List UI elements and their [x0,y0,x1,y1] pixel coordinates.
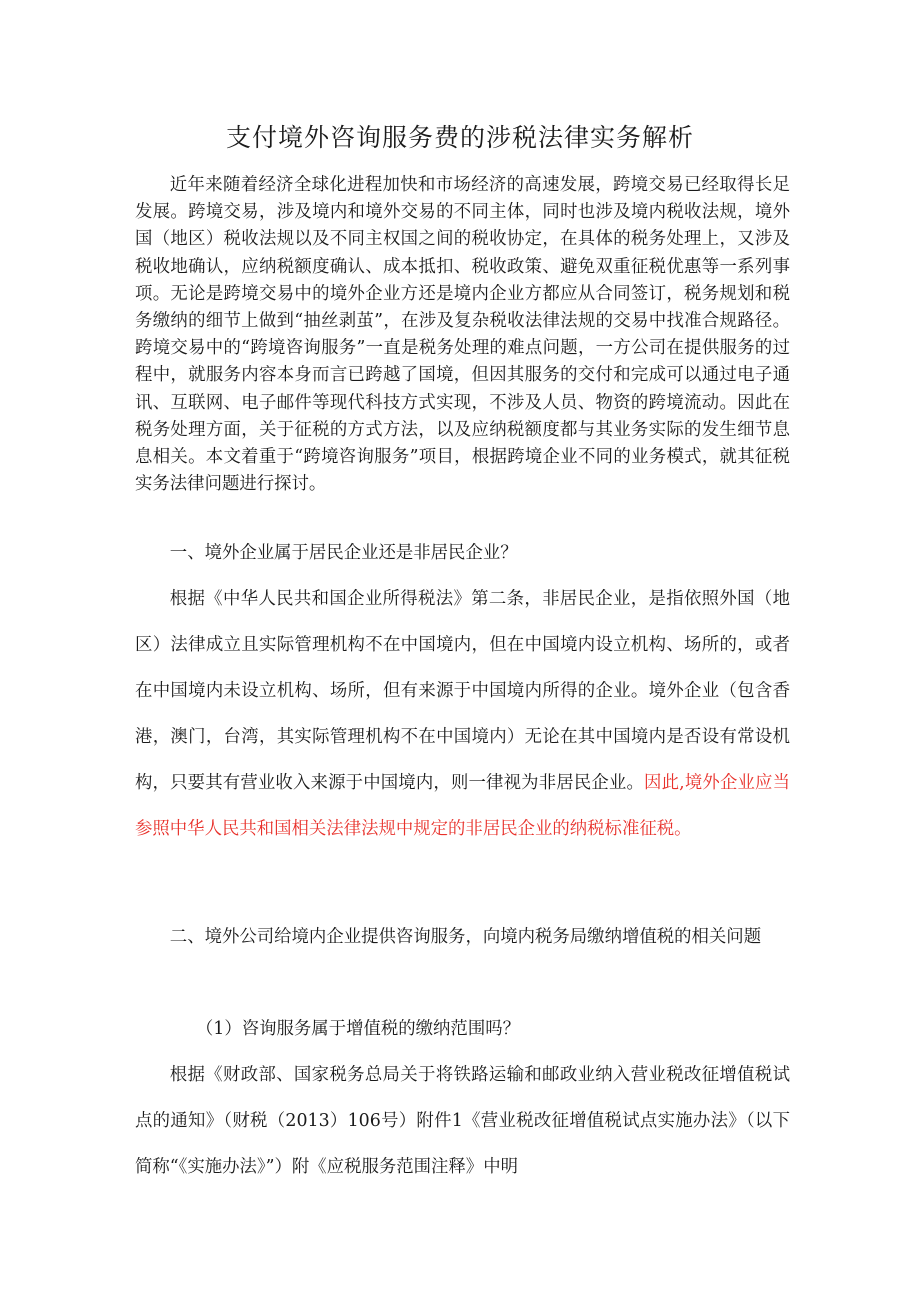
section-2-heading: 二、境外公司给境内企业提供咨询服务，向境内税务局缴纳增值税的相关问题 [169,927,762,947]
section-1-body [135,576,790,852]
section-2-subheading-1: （1）咨询服务属于增值税的缴纳范围吗？ [195,1019,520,1039]
document-title: 支付境外咨询服务费的涉税法律实务解析 [225,123,694,152]
section-1-heading: 一、境外企业属于居民企业还是非居民企业？ [169,543,518,563]
section-1-highlight: 因此,境外企业应当参照中华人民共和国相关法律法规中规定的非居民企业的纳税标准征税。 [135,773,790,839]
section-1-body-text: 根据《中华人民共和国企业所得税法》第二条，非居民企业，是指依照外国（地区）法律成立且实际管理机构不在中国境内，但在中国境内设立机构、场所的，或者在中国境内未设立机构、场所，但有来源于中国境内所得的企业。境外企业（包含香港，澳门，台湾，其实际管理机构不在中国境内）无论在其中国境内是否设有常设机构，只要其有营业收入来源于中国境内，则一律视为非居民企业。 [135,589,790,793]
section-2-body: 根据《财政部、国家税务总局关于将铁路运输和邮政业纳入营业税改征增值税试点的通知》（财税（2013）106号）附件1《营业税改征增值税试点实施办法》（以下简称“《实施办法》”）附《应税服务范围注释》中明 [135,1065,790,1177]
intro-paragraph: 近年来随着经济全球化进程加快和市场经济的高速发展，跨境交易已经取得长足发展。跨境交易，涉及境内和境外交易的不同主体，同时也涉及境内税收法规，境外国（地区）税收法规以及不同主权国之间的税收协定，在具体的税务处理上，又涉及税收地确认，应纳税额度确认、成本抵扣、税收政策、避免双重征税优惠等一系列事项。无论是跨境交易中的境外企业方还是境内企业方都应从合同签订，税务规划和税务缴纳的细节上做到“抽丝剥茧”，在涉及复杂税收法律法规的交易中找准合规路径。跨境交易中的“跨境咨询服务”一直是税务处理的难点问题，一方公司在提供服务的过程中，就服务内容本身而言已跨越了国境，但因其服务的交付和完成可以通过电子通讯、互联网、电子邮件等现代科技方式实现，不涉及人员、物资的跨境流动。因此在税务处理方面，关于征税的方式方法，以及应纳税额度都与其业务实际的发生细节息息相关。本文着重于“跨境咨询服务”项目，根据跨境企业不同的业务模式，就其征税实务法律问题进行探讨。 [135,175,790,495]
